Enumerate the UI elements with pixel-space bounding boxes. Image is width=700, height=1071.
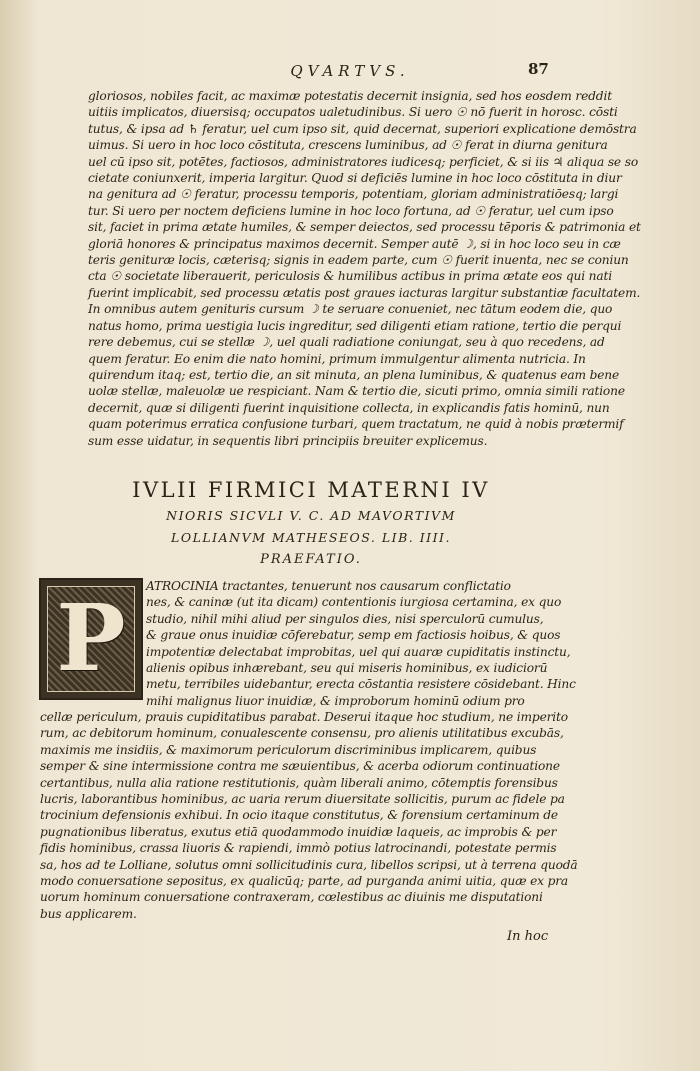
text-line: rere debemus, cui se stellæ ☽, uel quali radiatione coniungat, seu à quo recedens, ad (88, 335, 605, 350)
preface-heading: PRAEFATIO. (260, 552, 362, 567)
text-line: cellæ periculum, prauis cupiditatibus parabat. Deserui itaque hoc studium, ne imperito (40, 710, 568, 724)
text-line: In omnibus autem genituris cursum ☽ te seruare conueniet, nec tātum eodem die, quo (88, 302, 613, 317)
text-line: fidis hominibus, crassa liuoris & rapiendi, immò potius latrocinandi, potestate permis (40, 841, 557, 856)
text-line: semper & sine intermissione contra me sæuientibus, & acerba odiorum continuatione (40, 759, 560, 774)
text-line: trocinium defensionis exhibui. In ocio itaque constitutus, & forensium certaminum de (40, 808, 558, 823)
text-line: mihi malignus liuor inuidiæ, & improborum hominū odium pro (146, 693, 525, 708)
text-line: quem feratur. Eo enim die nato homini, primum immulgentur alimenta nutricia. In (88, 351, 586, 366)
text-line: uel cū ipso sit, potētes, factiosos, administratores iudicesq; perficiet, & si iis ♃ aliqua se so (88, 154, 639, 169)
text-line: ATROCINIA tractantes, tenuerunt nos causarum conflictatio (146, 579, 511, 593)
text-line: uimus. Si uero in hoc loco cōstituta, crescens luminibus, ad ☉ ferat in diurna genitura (88, 138, 608, 153)
text-line: modo conuersatione sepositus, ex qualicūq; parte, ad purganda animi uitia, quæ ex pra (40, 874, 569, 889)
decorated-initial (39, 578, 143, 700)
text-line: uolæ stellæ, maleuolæ ue respiciant. Nam & tertio die, sicuti primo, omnia simili ratione (88, 384, 625, 399)
text-line: rum, ac debitorum hominum, conualescente consensu, pro alienis utilitatibus excubās, (40, 726, 564, 741)
text-line: & graue onus inuidiæ cōferebatur, semp em factiosis hoibus, & quos (146, 628, 561, 643)
text-line: maximis me insidiis, & maximorum periculorum discriminibus implicarem, quibus (40, 742, 537, 757)
text-line: uitiis implicatos, diuersisq; occupatos ualetudinibus. Si uero ☉ nō fuerit in horosc. cōsti (88, 105, 618, 120)
text-line: na genitura ad ☉ feratur, processu temporis, potentiam, gloriam administratiōesq; largi (88, 187, 619, 202)
book-title-line: NIORIS SICVLI V. C. AD MAVORTIVM (166, 508, 456, 523)
text-line: uorum hominum conuersatione contraxeram, cœlestibus ac diuinis me disputationi (40, 890, 543, 905)
text-line: quirendum itaq; est, tertio die, an sit minuta, an plena luminibus, & quatenus eam bene (88, 367, 620, 382)
text-line: sum esse uidatur, in sequentis libri principiis breuiter explicemus. (88, 433, 488, 448)
text-line: certantibus, nulla alia ratione restitutionis, quàm liberali animo, cōtemptis forensibus (40, 775, 558, 790)
text-line: alienis opibus inhærebant, seu qui miseris hominibus, ex iudiciorū (146, 661, 548, 676)
text-line: cta ☉ societate liberauerit, periculosis & humilibus actibus in prima ætate eos qui nati (88, 269, 612, 284)
text-line: nes, & caninæ (ut ita dicam) contentionis iurgiosa certamina, ex quo (146, 595, 562, 610)
text-line: teris genituræ locis, cæterisq; signis in eadem parte, cum ☉ fuerit inuenta, nec se coniun (88, 253, 629, 268)
catchword: In hoc (507, 929, 549, 944)
preface-indented-block (146, 578, 576, 709)
text-line: natus homo, prima uestigia lucis ingreditur, sed diligenti etiam ratione, tertio die perqui (88, 318, 622, 333)
initial-letter: P (56, 584, 126, 692)
text-line: cietate coniunxerit, imperia largitur. Quod si deficiēs lumine in hoc loco cōstituta in diur (88, 171, 622, 186)
text-line: sa, hos ad te Lolliane, solutus omni sollicitudinis cura, libellos scripsi, ut à terrena quodā (40, 857, 578, 872)
text-line: fuerint implicabit, sed processu ætatis post graues iacturas largitur substantiæ facultatem. (88, 285, 641, 300)
page-number: 87 (528, 60, 549, 78)
book-title-line: LOLLIANVM MATHESEOS. LIB. IIII. (171, 530, 451, 545)
running-head: QVARTVS. (290, 62, 410, 80)
text-line: studio, nihil mihi aliud per singulos dies, nisi sperculorū cumulus, (146, 611, 544, 626)
top-text-block (88, 88, 641, 449)
text-line: pugnationibus liberatus, exutus etiā quodammodo inuidiæ laqueis, ac improbis & per (40, 824, 557, 839)
text-line: sit, faciet in prima ætate humiles, & semper deiectos, sed processu tēporis & patrimonia et (88, 220, 641, 235)
text-line: tutus, & ipsa ad ♄ feratur, uel cum ipso sit, quid decernat, superiori explicatione demōstra (88, 121, 637, 136)
preface-full-block (40, 709, 578, 922)
book-title-line: IVLII FIRMICI MATERNI IV (132, 478, 490, 502)
text-line: gloriā honores & principatus maximos decernit. Semper autē ☽, si in hoc loco seu in cæ (88, 236, 621, 251)
text-line: bus applicarem. (40, 906, 137, 921)
text-line: tur. Si uero per noctem deficiens lumine in hoc loco fortuna, ad ☉ feratur, uel cum ipso (88, 203, 614, 218)
text-line: decernit, quæ si diligenti fuerint inquisitione collecta, in explicandis fatis hominū, nun (88, 400, 610, 415)
text-line: quam poterimus erratica confusione turbari, quem tractatum, ne quid à nobis prætermif (88, 417, 624, 432)
text-line: gloriosos, nobiles facit, ac maximæ potestatis decernit insignia, sed hos eosdem reddit (88, 89, 612, 103)
text-line: lucris, laborantibus hominibus, ac uaria rerum diuersitate sollicitis, purum ac fidele pa (40, 792, 565, 807)
text-line: impotentiæ delectabat improbitas, uel qui auaræ cupiditatis instinctu, (146, 644, 571, 659)
text-line: metu, terribiles uidebantur, erecta cōstantia resistere cōsidebant. Hinc (146, 677, 576, 692)
